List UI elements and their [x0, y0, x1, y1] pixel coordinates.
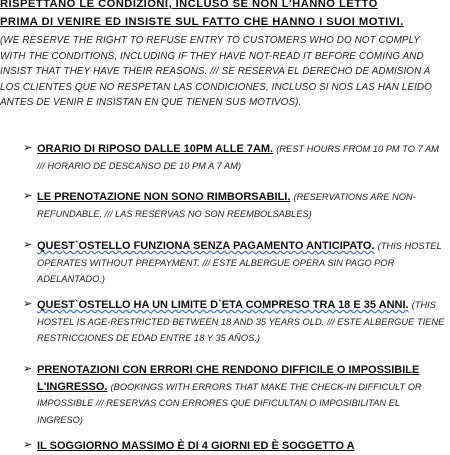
rule-heading: IL SOGGIORNO MASSIMO È DI 4 GIORNI ED È SOGGETTO A — [37, 440, 355, 452]
rule-non-refundable — [23, 189, 447, 222]
rule-translation: (REST HOURS FROM 10 PM TO 7 AM /// HORARIO DE DESCANSO DE 10 PM A 7 AM) — [37, 144, 439, 171]
rule-translation: (THIS HOSTEL OPERATES WITHOUT PREPAYMENT. /// ESTE ALBERGUE OPERA SIN PAGO POR ADELANTADO.) — [37, 241, 442, 284]
rule-no-prepayment — [23, 238, 447, 288]
rule-heading: LE PRENOTAZIONE NON SONO RIMBORSABILI. — [37, 191, 291, 203]
arrow-bullet-icon: ➢ — [23, 142, 33, 154]
intro-italian-line-1: RISPETTANO LE CONDIZIONI, INCLUSO SE NON L'HANNO LETTO — [0, 0, 378, 10]
arrow-bullet-icon: ➢ — [23, 298, 33, 310]
rule-heading: QUEST`OSTELLO FUNZIONA SENZA PAGAMENTO ANTICIPATO. — [37, 240, 375, 252]
rule-heading: QUEST`OSTELLO HA UN LIMITE D`ETA COMPRESO TRA 18 E 35 ANNI. — [37, 299, 409, 311]
rule-translation: (THIS HOSTEL IS AGE-RESTRICTED BETWEEN 18 AND 35 YEARS OLD. /// ESTE ALBERGUE TIENE RESTRICCIONES DE EDAD ENTRE 18 Y 35 AÑOS.) — [37, 300, 445, 343]
rule-text — [37, 362, 447, 428]
rule-booking-errors — [23, 362, 447, 428]
rule-text — [37, 189, 447, 222]
rule-translation: (BOOKINGS WITH ERRORS THAT MAKE THE CHECK-IN DIFFICULT OR IMPOSSIBLE /// RESERVAS CON ERRORES QUE DIFICULTAN O IMPOSIBILITAN EL INGRESO) — [37, 381, 422, 425]
rule-rest-hours — [23, 141, 447, 174]
rule-text — [37, 438, 447, 455]
rule-translation: (RESERVATIONS ARE NON-REFUNDABLE. /// LAS RESERVAS NO SON REEMBOLSABLES) — [37, 192, 416, 219]
arrow-bullet-icon: ➢ — [23, 363, 33, 375]
rule-text — [37, 297, 447, 347]
intro-italian-line-2: PRIMA DI VENIRE ED INSISTE SUL FATTO CHE HANNO I SUOI MOTIVI. — [0, 16, 404, 28]
rule-max-stay — [23, 438, 447, 455]
rule-heading: ORARIO DI RIPOSO DALLE 10PM ALLE 7AM. — [37, 143, 274, 155]
rule-text — [37, 238, 447, 288]
rule-heading: PRENOTAZIONI CON ERRORI CHE RENDONO DIFFICILE O IMPOSSIBILE L'INGRESSO. — [37, 364, 420, 393]
arrow-bullet-icon: ➢ — [23, 190, 33, 202]
arrow-bullet-icon: ➢ — [23, 239, 33, 251]
rule-age-limit — [23, 297, 447, 347]
rule-text — [37, 141, 447, 174]
arrow-bullet-icon: ➢ — [23, 439, 33, 451]
intro-translation: (WE RESERVE THE RIGHT TO REFUSE ENTRY TO CUSTOMERS WHO DO NOT COMPLY WITH THE CONDITIONS, INCLUDING IF THEY HAVE NOT-READ IT BEFORE COMING AND INSIST THAT THEY HAVE THEIR REASONS. /// SE RESERVA EL DERECHO DE ADMISION A LOS CLIENTES QUE NO RESPETAN LAS CONDICIONES, INCLUSO SI NOS LAS HAN LEIDO ANTES DE VENIR E INSISTAN EN QUE TIENEN SUS MOTIVOS). — [0, 35, 432, 109]
intro-section — [0, 0, 446, 111]
